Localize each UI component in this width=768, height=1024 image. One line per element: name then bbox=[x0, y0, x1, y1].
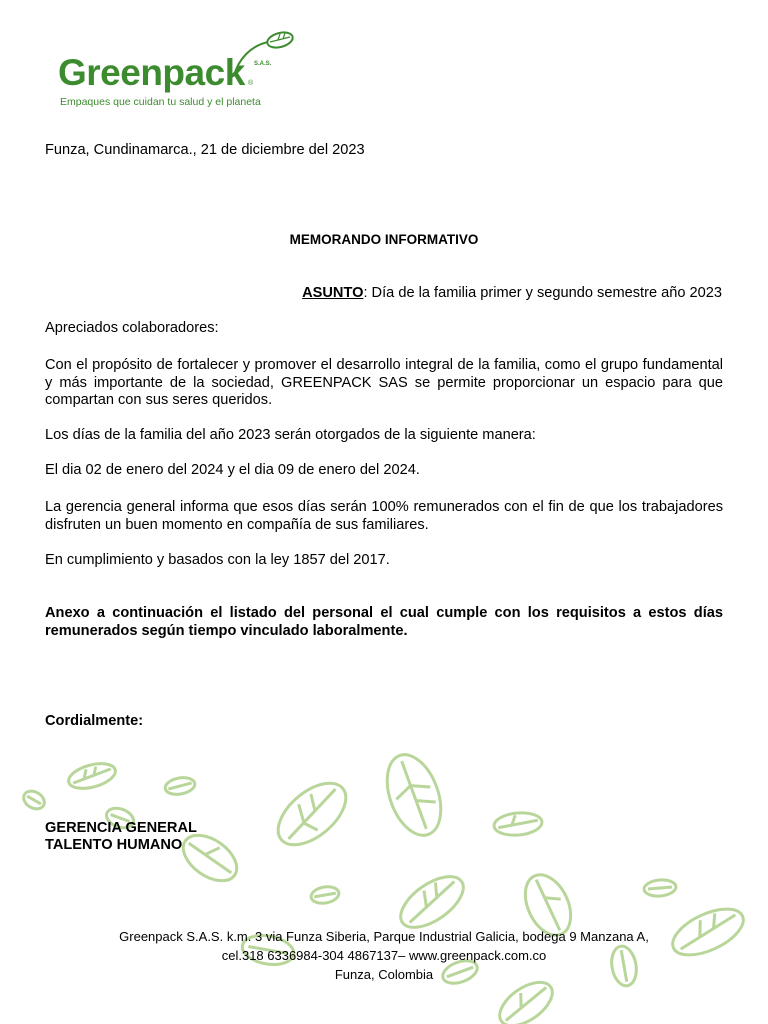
brand-suffix: S.A.S. bbox=[254, 61, 272, 67]
leaf-icon bbox=[643, 879, 676, 898]
subject-text: : Día de la familia primer y segundo semestre año 2023 bbox=[363, 285, 722, 301]
paragraph-law: En cumplimiento y basados con la ley 1857 del 2017. bbox=[45, 552, 390, 568]
paragraph-days-intro: Los días de la familia del año 2023 serán otorgados de la siguiente manera: bbox=[45, 427, 536, 443]
paragraph-dates: El dia 02 de enero del 2024 y el dia 09 de enero del 2024. bbox=[45, 462, 420, 478]
footer-city: Funza, Colombia bbox=[334, 967, 434, 982]
leaf-icon bbox=[164, 776, 196, 797]
subject-label: ASUNTO bbox=[302, 285, 364, 301]
paragraph-remuneration: La gerencia general informa que esos días serán 100% remunerados con el fin de que los trabajadores disfruten un buen momento en compañía de sus familiares. bbox=[45, 499, 723, 533]
leaf-icon bbox=[493, 811, 543, 837]
greeting: Apreciados colaboradores: bbox=[45, 320, 219, 336]
subject-line bbox=[302, 285, 722, 303]
registered-mark: ® bbox=[248, 80, 254, 87]
company-logo bbox=[58, 30, 298, 114]
date-line: Funza, Cundinamarca., 21 de diciembre del 2023 bbox=[45, 142, 365, 158]
closing: Cordialmente: bbox=[45, 713, 144, 729]
paragraph-annex: Anexo a continuación el listado del personal el cual cumple con los requisitos a estos días remunerados según tiempo vinculado laboralmente. bbox=[45, 605, 723, 639]
signature-line-1: GERENCIA GENERAL bbox=[45, 820, 197, 836]
paragraph-purpose: Con el propósito de fortalecer y promover el desarrollo integral de la familia, como el grupo fundamental y más importante de la sociedad, GREENPACK SAS se permite proporcionar un espacio para que compartan con sus seres queridos. bbox=[45, 357, 723, 408]
brand-name: Greenpack bbox=[58, 52, 245, 93]
brand-tagline: Empaques que cuidan tu salud y el planeta bbox=[60, 96, 261, 108]
leaf-icon bbox=[66, 759, 118, 793]
leaf-icon bbox=[377, 747, 451, 842]
leaf-icon bbox=[310, 885, 340, 906]
footer-address: Greenpack S.A.S. k.m. 3 via Funza Siberia, Parque Industrial Galicia, bodega 9 Manzana A, bbox=[119, 929, 649, 944]
memo-title: MEMORANDO INFORMATIVO bbox=[289, 232, 479, 247]
signature-line-2: TALENTO HUMANO bbox=[45, 837, 183, 853]
leaf-icon bbox=[20, 788, 47, 813]
leaf-icon bbox=[267, 771, 357, 856]
footer-contact: cel.318 6336984-304 4867137– www.greenpack.com.co bbox=[221, 948, 547, 963]
